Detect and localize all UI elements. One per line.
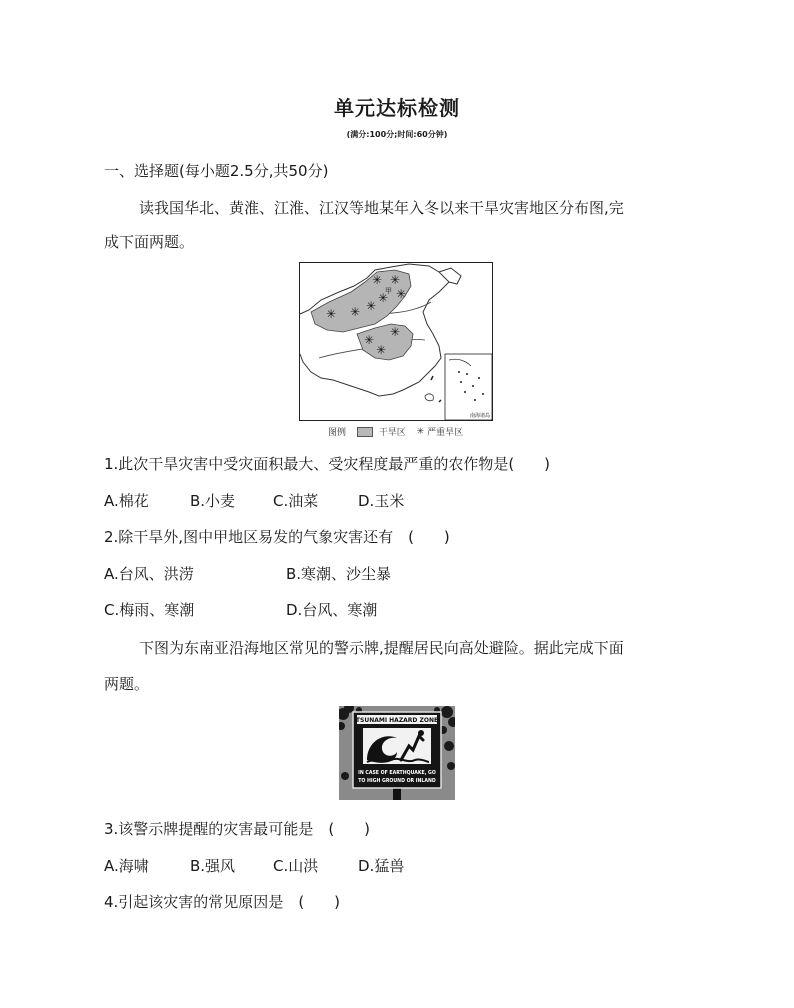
legend-title: 图例	[328, 428, 347, 438]
page-title: 单元达标检测	[334, 96, 460, 120]
severe-drought-star: ✳	[377, 291, 389, 305]
sign-header: TSUNAMI HAZARD ZONE	[355, 717, 439, 724]
legend-drought-swatch	[357, 427, 373, 437]
severe-drought-icon: ✳	[416, 426, 425, 437]
intro1-line2: 成下面两题。	[104, 233, 195, 251]
severe-drought-star: ✳	[395, 287, 407, 301]
severe-drought-star: ✳	[349, 305, 361, 319]
drought-map	[299, 262, 493, 421]
q1-option-a[interactable]: A.棉花	[104, 492, 149, 510]
q1-option-c[interactable]: C.油菜	[273, 492, 319, 510]
q3-option-b[interactable]: B.强风	[190, 857, 236, 875]
q2-option-d[interactable]: D.台风、寒潮	[286, 601, 378, 619]
q3-stem: 3.该警示牌提醒的灾害最可能是 ( )	[104, 820, 371, 838]
q2-option-c[interactable]: C.梅雨、寒潮	[104, 601, 195, 619]
sign-line2: TO HIGH GROUND OR INLAND	[358, 778, 436, 784]
legend-drought-label: 干旱区	[378, 428, 406, 438]
exam-info: (满分:100分;时间:60分钟)	[346, 130, 448, 139]
q3-option-d[interactable]: D.猛兽	[358, 857, 405, 875]
q3-option-c[interactable]: C.山洪	[273, 857, 319, 875]
severe-drought-star: ✳	[389, 325, 401, 339]
q1-option-b[interactable]: B.小麦	[190, 492, 236, 510]
severe-drought-star: ✳	[375, 343, 387, 357]
q2-option-b[interactable]: B.寒潮、沙尘暴	[286, 565, 392, 583]
legend-severe-label: 严重旱区	[427, 428, 464, 438]
map-legend	[328, 425, 463, 438]
inset-label: 南海诸岛	[469, 413, 491, 419]
severe-drought-star: ✳	[325, 307, 337, 321]
intro2-line2: 两题。	[104, 675, 150, 693]
severe-drought-star: ✳	[365, 299, 377, 313]
severe-drought-star: ✳	[389, 273, 401, 287]
intro2-line1: 下图为东南亚沿海地区常见的警示牌,提醒居民向高处避险。据此完成下面	[139, 639, 624, 657]
sign-line1: IN CASE OF EARTHQUAKE, GO	[358, 770, 436, 776]
q2-stem: 2.除干旱外,图中甲地区易发的气象灾害还有 ( )	[104, 528, 450, 546]
q2-option-a[interactable]: A.台风、洪涝	[104, 565, 194, 583]
q4-stem: 4.引起该灾害的常见原因是 ( )	[104, 893, 341, 911]
intro1-line1: 读我国华北、黄淮、江淮、江汉等地某年入冬以来干旱灾害地区分布图,完	[139, 199, 624, 217]
q1-stem: 1.此次干旱灾害中受灾面积最大、受灾程度最严重的农作物是( )	[104, 455, 551, 473]
region-label: 甲	[385, 287, 392, 295]
q3-option-a[interactable]: A.海啸	[104, 857, 149, 875]
section-heading: 一、选择题(每小题2.5分,共50分)	[104, 162, 329, 180]
tsunami-sign-photo	[339, 706, 455, 800]
q1-option-d[interactable]: D.玉米	[358, 492, 405, 510]
severe-drought-star: ✳	[371, 273, 383, 287]
severe-drought-star: ✳	[363, 333, 375, 347]
